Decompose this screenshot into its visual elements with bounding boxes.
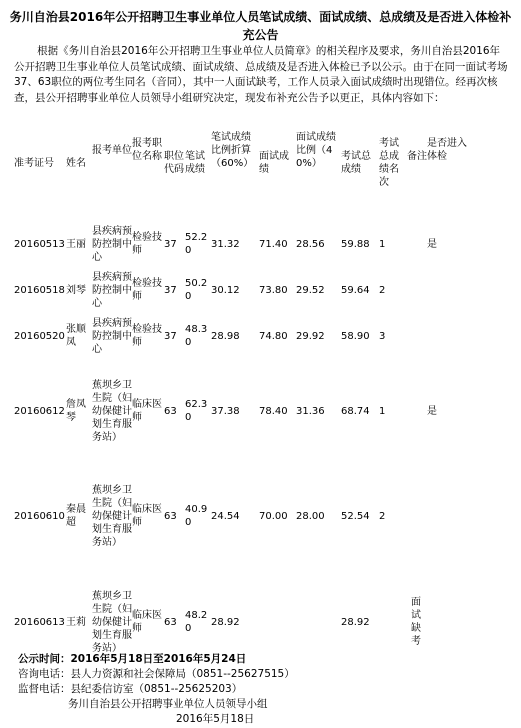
- cell-unit: 蕉坝乡卫生院（妇幼保健计划生育服务站）: [92, 379, 132, 443]
- cell-written: 40.90: [185, 504, 208, 528]
- cell-written: 48.20: [185, 610, 208, 634]
- header-interview-40: 面试成绩比例（40%）: [296, 132, 336, 169]
- header-interview: 面试成绩: [259, 151, 289, 175]
- cell-unit: 蕉坝乡卫生院（妇幼保健计划生育服务站）: [92, 590, 132, 654]
- cell-physical: [427, 463, 467, 569]
- supervise-phone: 监督电话：县纪委信访室（0851--25625203）: [18, 683, 243, 695]
- cell-written-60: 24.54: [211, 510, 240, 522]
- cell-physical: 是: [427, 405, 437, 417]
- cell-note: [407, 267, 427, 313]
- cell-unit: 县疾病预防控制中心: [92, 271, 132, 309]
- header-position: 报考职位名称: [132, 138, 162, 162]
- cell-id: 20160612: [14, 405, 65, 417]
- publicity-period: 公示时间：2016年5月18日至2016年5月24日: [18, 653, 247, 665]
- cell-interview: 70.00: [259, 510, 288, 522]
- page-title: 务川自治县2016年公开招聘卫生事业单位人员笔试成绩、面试成绩、总成绩及是否进入体检补充公告: [9, 10, 512, 42]
- cell-position: 检验技师: [132, 278, 162, 302]
- cell-position: 检验技师: [132, 324, 162, 348]
- header-written: 笔试成绩: [185, 151, 205, 175]
- cell-interview-40: 28.00: [296, 510, 325, 522]
- header-unit: 报考单位: [92, 145, 132, 156]
- table-row: [14, 221, 467, 267]
- cell-physical: [427, 267, 467, 313]
- cell-physical: [427, 313, 467, 359]
- header-code: 职位代码: [164, 151, 184, 175]
- cell-physical: [427, 569, 467, 675]
- cell-name: 刘琴: [66, 284, 86, 296]
- cell-physical: 是: [427, 238, 437, 250]
- table-row: [14, 463, 467, 569]
- cell-id: 20160610: [14, 510, 65, 522]
- header-id: 准考证号: [14, 158, 54, 169]
- contact-phone: 咨询电话：县人力资源和社会保障局（0851--25627515）: [18, 668, 295, 680]
- cell-id: 20160518: [14, 284, 65, 296]
- cell-written: 52.20: [185, 232, 208, 256]
- intro-paragraph: 根据《务川自治县2016年公开招聘卫生事业单位人员简章》的相关程序及要求，务川自治县2016年公开招聘卫生事业单位人员笔试成绩、面试成绩、总成绩及是否进入体检已予以公示。由于在同一面试考场37、63职位的两位考生同名（音同），其中一人面试缺考，工作人员录入面试成绩时出现错位。经再次核查，县公开招聘事业单位人员领导小组研究决定，现发布补充公告予以更正，具体内容如下：: [14, 45, 508, 104]
- cell-note: [407, 359, 427, 463]
- cell-total: 59.64: [341, 284, 370, 296]
- cell-code: 37: [164, 238, 177, 250]
- cell-total: 58.90: [341, 330, 370, 342]
- header-physical: 是否进入体检: [427, 138, 467, 162]
- cell-id: 20160613: [14, 616, 65, 628]
- cell-written: 50.20: [185, 278, 208, 302]
- cell-position: 临床医师: [132, 399, 162, 423]
- cell-written-60: 31.32: [211, 238, 240, 250]
- cell-unit: 蕉坝乡卫生院（妇幼保健计划生育服务站）: [92, 484, 132, 548]
- cell-position: 临床医师: [132, 610, 162, 634]
- cell-position: 临床医师: [132, 504, 162, 528]
- cell-name: 王莉: [66, 616, 86, 628]
- header-name: 姓名: [66, 158, 86, 169]
- cell-code: 63: [164, 510, 177, 522]
- issuer: 务川自治县公开招聘事业单位人员领导小组: [68, 698, 268, 710]
- cell-rank: 2: [379, 284, 386, 296]
- cell-unit: 县疾病预防控制中心: [92, 225, 132, 263]
- cell-name: 张顺凤: [66, 324, 86, 348]
- issue-date: 2016年5月18日: [176, 713, 255, 725]
- table-row: [14, 359, 467, 463]
- cell-written: 62.30: [185, 399, 208, 423]
- cell-code: 63: [164, 616, 177, 628]
- cell-name: 王丽: [66, 238, 86, 250]
- cell-interview: 73.80: [259, 284, 288, 296]
- header-rank: 考试总成绩名次: [379, 138, 399, 188]
- cell-note: [407, 313, 427, 359]
- cell-written: 48.30: [185, 324, 208, 348]
- cell-code: 63: [164, 405, 177, 417]
- cell-written-60: 28.92: [211, 616, 240, 628]
- cell-interview-40: 29.92: [296, 330, 325, 342]
- cell-note: [407, 463, 427, 569]
- cell-written-60: 28.98: [211, 330, 240, 342]
- cell-interview-40: 29.52: [296, 284, 325, 296]
- cell-note: [407, 221, 427, 267]
- cell-name: 秦晨超: [66, 504, 86, 528]
- header-total: 考试总成绩: [341, 151, 371, 175]
- cell-code: 37: [164, 284, 177, 296]
- cell-interview: [259, 569, 296, 675]
- header-written-60: 笔试成绩比例折算（60%）: [211, 132, 254, 169]
- cell-rank: 2: [379, 510, 386, 522]
- cell-interview: 71.40: [259, 238, 288, 250]
- cell-interview-40: 28.56: [296, 238, 325, 250]
- cell-code: 37: [164, 330, 177, 342]
- cell-rank: [379, 569, 407, 675]
- cell-interview: 74.80: [259, 330, 288, 342]
- cell-id: 20160513: [14, 238, 65, 250]
- cell-position: 检验技师: [132, 232, 162, 256]
- cell-unit: 县疾病预防控制中心: [92, 317, 132, 355]
- cell-total: 28.92: [341, 616, 370, 628]
- cell-name: 詹凤琴: [66, 399, 86, 423]
- cell-interview-40: 31.36: [296, 405, 325, 417]
- cell-note: 面试缺考: [411, 597, 421, 647]
- table-row: [14, 313, 467, 359]
- table-row: [14, 267, 467, 313]
- cell-interview: 78.40: [259, 405, 288, 417]
- cell-total: 52.54: [341, 510, 370, 522]
- cell-interview-40: [296, 569, 341, 675]
- cell-rank: 1: [379, 405, 386, 417]
- cell-written-60: 30.12: [211, 284, 240, 296]
- cell-rank: 1: [379, 238, 386, 250]
- score-table: [14, 131, 467, 675]
- cell-id: 20160520: [14, 330, 65, 342]
- cell-rank: 3: [379, 330, 386, 342]
- header-note: 备注: [407, 151, 427, 162]
- cell-total: 68.74: [341, 405, 370, 417]
- cell-written-60: 37.38: [211, 405, 240, 417]
- cell-total: 59.88: [341, 238, 370, 250]
- table-header-row: [14, 131, 467, 221]
